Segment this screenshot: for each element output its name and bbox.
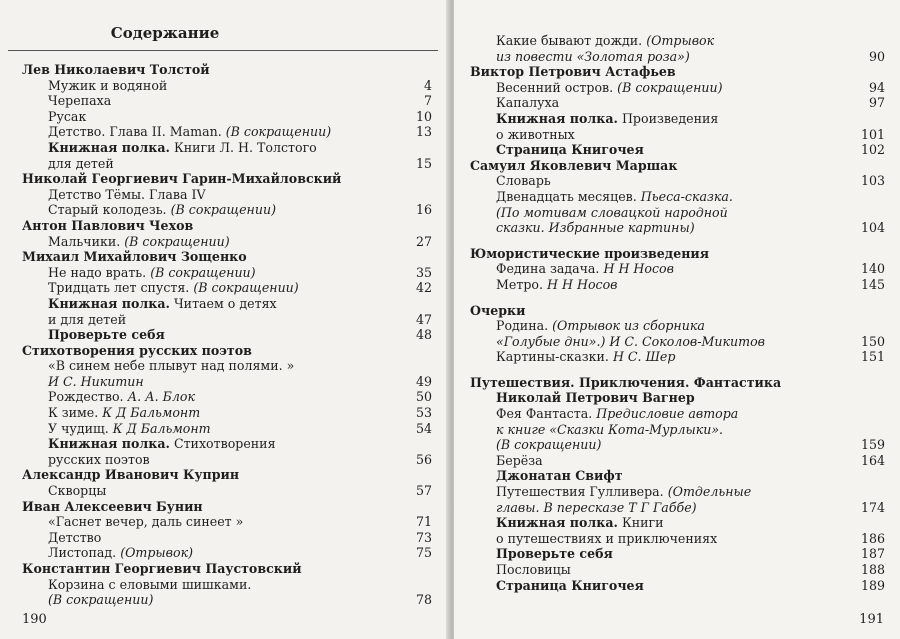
toc-section-author: Виктор Петрович Астафьев [470,64,676,80]
entry-note: (Отрывок из сборника [552,318,705,334]
toc-entry-line [496,261,885,277]
entry-title: Книги Л. Н. Толстого [173,139,317,155]
entry-note-cont: к книге «Сказки Кота-Мурлыки». [496,421,724,437]
entry-note-cont: «Голубые дни».) И С. Соколов-Микитов [496,333,765,349]
entry-page-number: 42 [415,280,432,296]
entry-page-number: 54 [415,420,432,436]
entry-note: (В сокращении) [124,233,230,249]
entry-page-number: 174 [860,499,885,515]
toc-section-author: Юмористические произведения [470,245,710,261]
toc-entry-line [496,95,885,111]
entry-page-number: 56 [415,451,432,467]
toc-entry-line [48,234,432,250]
entry-title: Произведения [621,110,719,126]
toc-entry-line [496,546,885,562]
entry-page-number: 57 [415,483,432,499]
section-gap [470,293,885,303]
toc-entry-line [48,124,432,140]
toc-entry-line [48,93,432,109]
entry-title: Читаем о детях [173,295,277,311]
entry-title: Скворцы [48,483,107,499]
entry-title-cont: для детей [48,155,114,171]
entry-label-bold: Книжная полка. [48,139,170,155]
toc-section-author: Очерки [470,302,526,318]
toc-entry-line [48,483,432,499]
entry-page-number: 145 [860,276,885,292]
toc-entry-line [496,334,885,350]
entry-title: Мужик и водяной [48,77,168,93]
entry-title: Мальчики. [48,233,121,249]
title-rule [8,50,438,51]
entry-page-number: 48 [415,327,432,343]
toc-section-author: Александр Иванович Куприн [22,467,240,483]
toc-entry-line [48,202,432,218]
toc-entry-line [496,500,885,516]
entry-note: А. А. Блок [127,389,196,405]
entry-title: Какие бывают дожди. [496,33,643,48]
entry-title: У чудищ. [48,420,109,436]
entry-title: Капалуха [496,95,560,111]
entry-note: К Д Бальмонт [102,405,201,421]
entry-title: Федина задача. [496,261,600,277]
entry-page-number: 97 [868,95,885,111]
toc-entry-line [48,280,432,296]
entry-note-cont: (В сокращении) [496,437,602,453]
toc-entry-line [48,327,432,343]
toc-section-author: Антон Павлович Чехов [22,217,194,233]
toc-entry-line [48,421,432,437]
entry-note: Н С. Шер [612,349,676,365]
toc-entry-line [496,173,885,189]
entry-title: Не надо врать. [48,264,147,280]
toc-entry-line [48,265,432,281]
toc-entry-line [496,80,885,96]
entry-page-number: 90 [868,48,885,64]
toc-entry-line [496,515,885,531]
entry-page-number: 53 [415,405,432,421]
toc-section-author: Константин Георгиевич Паустовский [22,561,302,576]
entry-title-cont: русских поэтов [48,451,150,467]
page-number-left: 190 [22,612,47,627]
toc-entry-line [496,422,885,438]
entry-title-cont: о животных [496,126,575,142]
toc-entry-line [48,140,432,156]
entry-label-bold: Страница Книгочея [496,142,644,158]
entry-label-bold: Проверьте себя [496,546,613,562]
toc-section-author: Лев Николаевич Толстой [22,62,210,77]
entry-label-bold: Книжная полка. [48,436,170,452]
section-gap [470,365,885,375]
page-number-right: 191 [859,612,884,627]
entry-title: К зиме. [48,405,99,421]
entry-page-number: 103 [860,173,885,189]
entry-page-number: 140 [860,261,885,277]
page-title: Содержание [110,24,220,42]
entry-note: Предисловие автора [596,406,739,422]
entry-label-bold: Страница Книгочея [496,577,644,593]
entry-title: Детство. Глава II. Maman. [48,124,222,140]
entry-title: Фея Фантаста. [496,406,593,422]
entry-page-number: 151 [860,349,885,365]
entry-title: Тридцать лет спустя. [48,280,190,296]
toc-section-author: Джонатан Свифт [496,468,623,484]
entry-title: Книги [621,515,664,531]
entry-page-number: 35 [415,264,432,280]
toc-section-author: Иван Алексеевич Бунин [22,498,203,514]
toc-entry-line [496,33,885,49]
toc-entry-line [48,545,432,561]
entry-note: (Отрывок) [120,545,194,561]
entry-title: «В синем небе плывут над полями. » [48,358,295,374]
toc-entry-line [48,452,432,468]
toc-entry-line [48,530,432,546]
entry-note: (Отрывок [646,33,715,48]
toc-entry-line [496,189,885,205]
entry-title: Метро. [496,276,543,292]
entry-note-cont: (В сокращении) [48,592,154,608]
entry-title: Двенадцать месяцев. [496,188,637,204]
entry-note: К Д Бальмонт [112,420,211,436]
toc-entry-line [48,109,432,125]
entry-page-number: 159 [860,437,885,453]
entry-title: Детство Тёмы. Глава IV [48,186,206,202]
entry-page-number: 50 [415,389,432,405]
entry-page-number: 189 [860,577,885,593]
toc-section-author: Путешествия. Приключения. Фантастика [470,374,782,390]
entry-note: (В сокращении) [193,280,299,296]
entry-page-number: 49 [415,373,432,389]
entry-title-cont: о путешествиях и приключениях [496,530,718,546]
entry-note: Пьеса-сказка. [640,188,733,204]
entry-page-number: 73 [415,529,432,545]
toc-entry-line [48,78,432,94]
entry-title: Картины-сказки. [496,349,609,365]
entry-title: Старый колодезь. [48,202,167,218]
toc-entry-line [48,312,432,328]
entry-title: Словарь [496,173,551,189]
entry-page-number: 27 [415,233,432,249]
toc-entry-line [496,453,885,469]
entry-note: (В сокращении) [225,124,332,140]
entry-title: Русак [48,108,87,124]
toc-section-author: Николай Георгиевич Гарин-Михайловский [22,171,342,187]
right-toc-column [470,33,885,593]
toc-section-author: Самуил Яковлевич Маршак [470,157,678,173]
toc-entry-line [48,358,432,374]
toc-entry-line [48,156,432,172]
toc-entry-line [496,205,885,221]
toc-entry-line [496,142,885,158]
section-gap [470,236,885,246]
entry-label-bold: Книжная полка. [496,110,618,126]
entry-title: Родина. [496,318,549,334]
entry-label-bold: Книжная полка. [496,515,618,531]
entry-title: Детство [48,529,102,545]
entry-page-number: 188 [860,562,885,577]
entry-title: «Гаснет вечер, даль синеет » [48,514,244,530]
entry-page-number: 16 [415,202,432,218]
entry-title: Рождество. [48,389,124,405]
toc-entry-line [48,577,432,593]
toc-entry-line [496,111,885,127]
entry-label-bold: Книжная полка. [48,295,170,311]
entry-note: (В сокращении) [150,264,256,280]
entry-title: Путешествия Гулливера. [496,484,664,500]
toc-entry-line [48,296,432,312]
entry-page-number: 47 [415,311,432,327]
toc-entry-line [48,514,432,530]
entry-page-number: 150 [860,333,885,349]
entry-note-cont: сказки. Избранные картины) [496,220,695,236]
entry-page-number: 75 [415,545,432,561]
entry-page-number: 7 [423,93,432,109]
entry-note: (В сокращении) [617,79,723,95]
entry-page-number: 78 [415,592,432,608]
toc-entry-line [496,49,885,65]
toc-entry-line [48,389,432,405]
toc-entry-line [496,349,885,365]
toc-entry-line [496,220,885,236]
toc-entry-line [48,187,432,203]
entry-title: Берёза [496,452,543,468]
entry-note: (В сокращении) [170,202,276,218]
toc-section-author: Михаил Михайлович Зощенко [22,249,247,265]
entry-note: Н Н Носов [546,276,618,292]
toc-entry-line [496,406,885,422]
entry-page-number: 187 [860,546,885,562]
toc-entry-line [496,277,885,293]
entry-page-number: 164 [860,452,885,468]
toc-entry-line [48,374,432,390]
entry-page-number: 15 [415,155,432,171]
right-page [454,0,900,639]
left-toc-column [22,62,432,608]
entry-page-number: 71 [415,514,432,530]
toc-entry-line [496,127,885,143]
toc-entry-line [496,531,885,547]
entry-page-number: 94 [868,79,885,95]
toc-entry-line [48,405,432,421]
entry-page-number: 10 [415,108,432,124]
entry-note-cont: (По мотивам словацкой народной [496,204,728,220]
toc-entry-line [496,578,885,594]
entry-page-number: 4 [423,77,432,93]
toc-section-author: Стихотворения русских поэтов [22,342,252,358]
entry-page-number: 104 [860,220,885,236]
entry-note: (Отдельные [667,484,752,500]
entry-title-cont: и для детей [48,311,127,327]
entry-title: Весенний остров. [496,79,614,95]
entry-page-number: 102 [860,142,885,158]
toc-entry-line [496,484,885,500]
entry-note-cont: главы. В пересказе Т Г Габбе) [496,499,697,515]
toc-section-author: Николай Петрович Вагнер [496,390,695,406]
entry-page-number: 101 [860,126,885,142]
entry-page-number: 13 [415,124,432,140]
entry-page-number: 186 [860,530,885,546]
entry-title: Стихотворения [173,436,276,452]
entry-note-cont: из повести «Золотая роза») [496,48,690,64]
toc-entry-line [48,592,432,608]
entry-title: Черепаха [48,93,112,109]
entry-note: Н Н Носов [603,261,674,277]
entry-label-bold: Проверьте себя [48,327,165,343]
toc-entry-line [496,562,885,578]
entry-title: Корзина с еловыми шишками. [48,576,252,592]
entry-title: Листопад. [48,545,117,561]
toc-entry-line [48,436,432,452]
toc-entry-line [496,437,885,453]
entry-note-cont: И С. Никитин [48,373,144,389]
entry-title: Пословицы [496,562,571,577]
toc-entry-line [496,318,885,334]
